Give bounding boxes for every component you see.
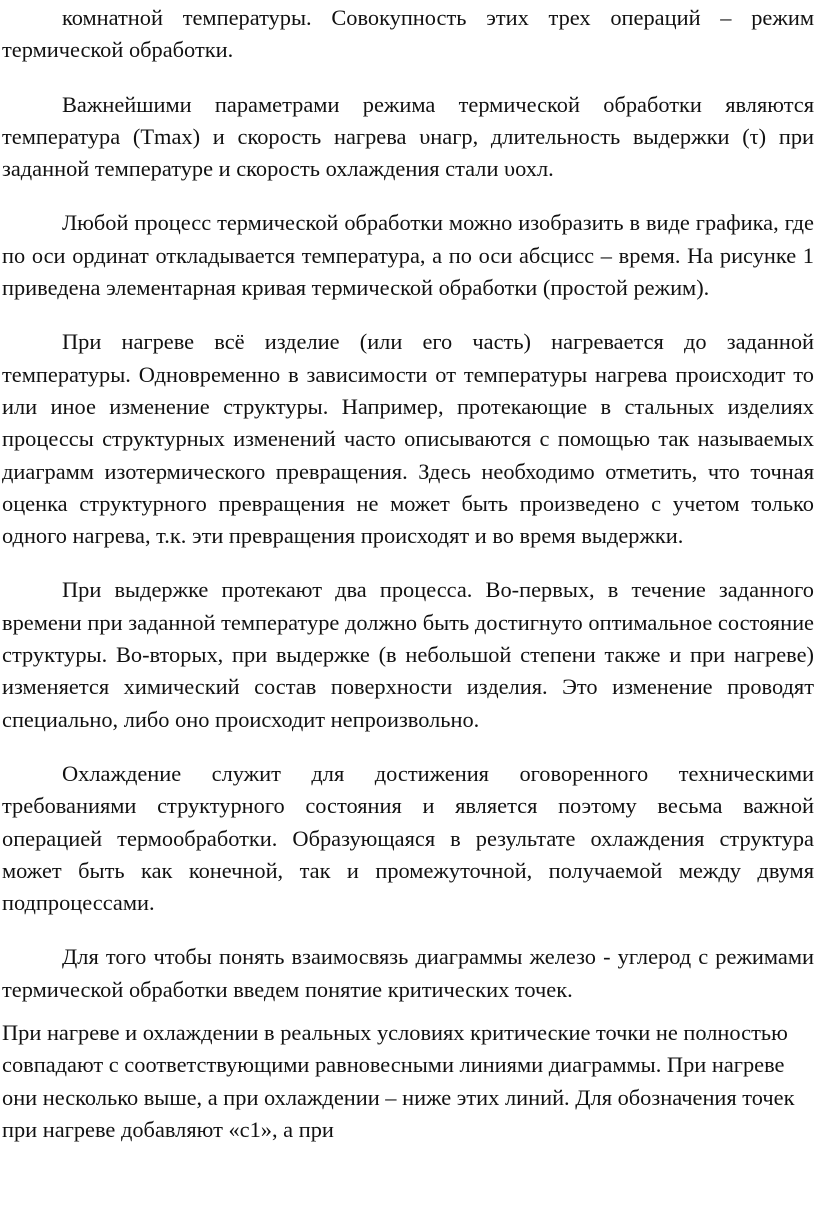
paragraph-graph: Любой процесс термической обработки можно изобразить в виде графика, где по оси ординат откладывается температура, а по оси абсцисс – время. На рисунке 1 приведена элементарная кривая термической обработки (простой режим).	[2, 210, 814, 301]
paragraph-cooling: Охлаждение служит для достижения оговоренного техническими требованиями структурного состояния и является поэтому весьма важной операцией термообработки. Образующаяся в результате охлаждения структура может быть как конечной, так и промежуточной, получаемой между двумя подпроцессами.	[2, 760, 814, 916]
paragraph-heating: При нагреве всё изделие (или его часть) нагревается до заданной температуры. Одновременно в зависимости от температуры нагрева происходит то или иное изменение структуры. Например, протекающие в стальных изделиях процессы структурных изменений часто описываются с помощью так называемых диаграмм изотермического превращения. Здесь необходимо отметить, что точная оценка структурного превращения не может быть произведено с учетом только одного нагрева, т.к. эти превращения происходят и во время выдержки.	[2, 329, 814, 549]
paragraph-holding: При выдержке протекают два процесса. Во-первых, в течение заданного времени при заданной температуре должно быть достигнуто оптимальное состояние структуры. Во-вторых, при выдержке (в небольшой степени также и при нагреве) изменяется химический состав поверхности изделия. Это изменение проводят специально, либо оно происходит непроизвольно.	[2, 577, 814, 732]
paragraph-real-conditions: При нагреве и охлаждении в реальных условиях критические точки не полностью совпадают с соответствующими равновесными линиями диаграммы. При нагреве они несколько выше, а при охлаждении – ниже этих линий. Для обозначения точек при нагреве добавляют «c1», а при	[2, 1020, 795, 1142]
paragraph-parameters: Важнейшими параметрами режима термической обработки являются температура (Tmax) и скорость нагрева υнагр, длительность выдержки (τ) при заданной температуре и скорость охлаждения стали υохл.	[2, 91, 814, 182]
paragraph-critical-points: Для того чтобы понять взаимосвязь диаграммы железо - углерод с режимами термической обработки введем понятие критических точек.	[2, 944, 814, 1002]
paragraph-intro-continuation: комнатной температуры. Совокупность этих трех операций – режим термической обработки.	[2, 5, 814, 63]
